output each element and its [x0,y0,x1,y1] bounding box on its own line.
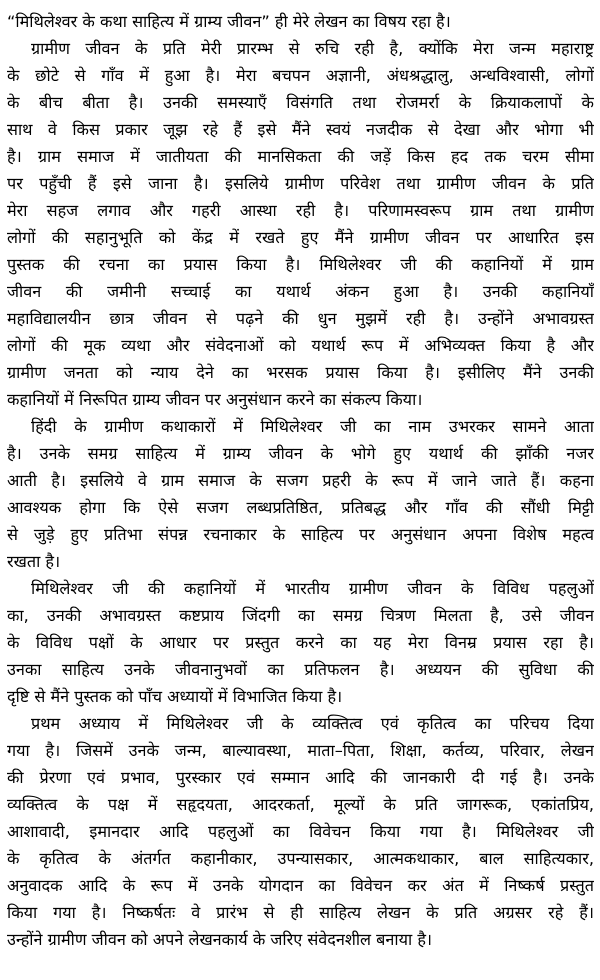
text-line: प्रथम अध्याय में मिथिलेश्वर जी के व्यक्तित्व एवं कृतित्व का परिचय दिया [31,714,594,733]
text-line: का, उनकी अभावग्रस्त कष्टप्राय जिंदगी का समग्र चित्रण मिलता है, उसे जीवन [7,606,594,625]
text-line: “मिथिलेश्वर के कथा साहित्य में ग्राम्य जीवन” ही मेरे लेखन का विषय रहा है। [7,12,451,31]
text-line: किया गया है। निष्कर्षतः वे प्रारंभ से ही साहित्य लेखन के प्रति अग्रसर रहे हैं। [7,903,594,922]
text-line: है। ग्राम समाज में जातीयता की मानसिकता की जड़ें किस हद तक चरम सीमा [7,147,594,166]
text-line: है। उनके समग्र साहित्य में ग्राम्य जीवन के भोगे हुए यथार्थ की झाँकी नजर [7,444,594,463]
text-line: हिंदी के ग्रामीण कथाकारों में मिथिलेश्वर जी का नाम उभरकर सामने आता [31,417,594,436]
text-line: रखता है। [7,552,61,571]
text-line: महाविद्यालयीन छात्र जीवन से पढ़ने की धुन मुझमें रही है। उन्होंने अभावग्रस्त [7,309,594,328]
text-line: पुस्तक की रचना का प्रयास किया है। मिथिलेश्वर जी की कहानियों में ग्राम [7,255,594,274]
paragraph [7,8,594,35]
text-line: ग्रामीण जीवन के प्रति मेरी प्रारम्भ से रुचि रही है, क्योंकि मेरा जन्म महाराष्ट्र [31,39,594,58]
text-line: उन्होंने ग्रामीण जीवन को अपने लेखनकार्य के जरिए संवेदनशील बनाया है। [7,930,433,949]
text-line: साथ वे किस प्रकार जूझ रहे हैं इसे मैंने स्वयं नजदीक से देखा और भोगा भी [7,120,594,139]
text-line: उनका साहित्य उनके जीवनानुभवों का प्रतिफलन है। अध्ययन की सुविधा की [7,660,594,679]
text-line: व्यक्तित्व के पक्ष में सहृदयता, आदरकर्ता, मूल्यों के प्रति जागरूक, एकांतप्रिय, [7,795,594,814]
text-line: से जुड़े हुए प्रतिभा संपन्न रचनाकार के साहित्य पर अनुसंधान अपना विशेष महत्व [7,525,594,544]
text-line: के बीच बीता है। उनकी समस्याएँ विसंगति तथा रोजमर्रा के क्रियाकलापों के [7,93,594,112]
paragraph [7,710,594,953]
text-line: लोगों की मूक व्यथा और संवेदनाओं को यथार्थ रूप में अभिव्यक्त किया है और [7,336,594,355]
text-line: लोगों की सहानुभूति को केंद्र में रखते हुए मैंने ग्रामीण जीवन पर आधारित इस [7,228,594,247]
paragraph [7,35,594,413]
text-line: गया है। जिसमें उनके जन्म, बाल्यावस्था, माता–पिता, शिक्षा, कर्तव्य, परिवार, लेखन [7,741,594,760]
text-line: आशावादी, इमानदार आदि पहलुओं का विवेचन किया गया है। मिथिलेश्वर जी [7,822,594,841]
text-line: मिथिलेश्वर जी की कहानियों में भारतीय ग्रामीण जीवन के विविध पहलुओं [31,579,594,598]
paragraph [7,413,594,575]
text-line: कहानियों में निरूपित ग्राम्य जीवन पर अनुसंधान करने का संकल्प किया। [7,390,423,409]
text-line: आती है। इसलिये वे ग्राम समाज के सजग प्रहरी के रूप में जाने जाते हैं। कहना [7,471,594,490]
text-line: आवश्यक होगा कि ऐसे सजग लब्धप्रतिष्ठित, प्रतिबद्ध और गाँव की सौंधी मिट्टी [7,498,594,517]
text-line: की प्रेरणा एवं प्रभाव, पुरस्कार एवं सम्मान आदि की जानकारी दी गई है। उनके [7,768,594,787]
text-line: ग्रामीण जनता को न्याय देने का भरसक प्रयास किया है। इसीलिए मैंने उनकी [7,363,594,382]
text-line: अनुवादक आदि के रूप में उनके योगदान का विवेचन कर अंत में निष्कर्ष प्रस्तुत [7,876,594,895]
text-line: के कृतित्व के अंतर्गत कहानीकार, उपन्यासकार, आत्मकथाकार, बाल साहित्यकार, [7,849,594,868]
text-line: के विविध पक्षों के आधार पर प्रस्तुत करने का यह मेरा विनम्र प्रयास रहा है। [7,633,594,652]
text-line: दृष्टि से मैंने पुस्तक को पाँच अध्यायों में विभाजित किया है। [7,687,343,706]
text-line: के छोटे से गाँव में हुआ है। मेरा बचपन अज्ञानी, अंधश्रद्धालु, अन्धविश्वासी, लोगों [7,66,594,85]
text-line: मेरा सहज लगाव और गहरी आस्था रही है। परिणामस्वरूप ग्राम तथा ग्रामीण [7,201,594,220]
text-line: पर पहुँची हैं इसे जाना है। इसलिये ग्रामीण परिवेश तथा ग्रामीण जीवन के प्रति [7,174,594,193]
text-line: जीवन की जमीनी सच्चाई का यथार्थ अंकन हुआ है। उनकी कहानियाँ [7,282,594,301]
paragraph [7,575,594,710]
